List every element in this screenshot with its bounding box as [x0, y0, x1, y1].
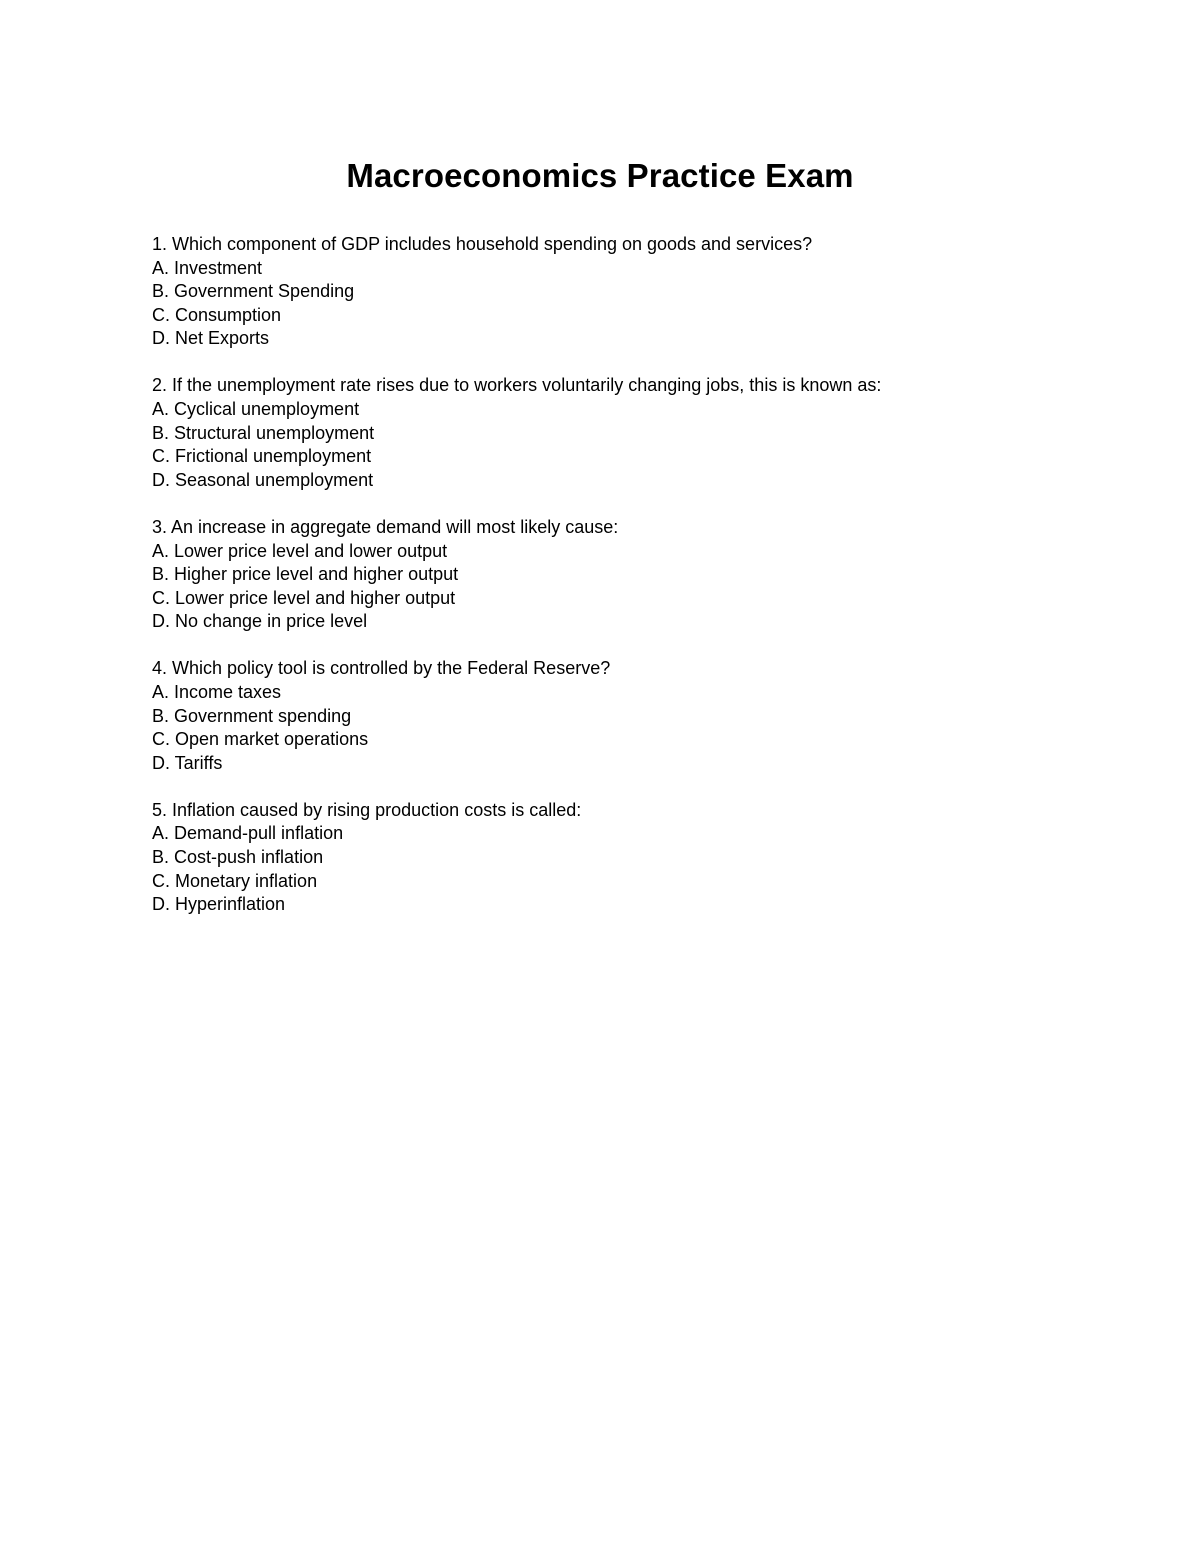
- question-1: [152, 233, 1152, 351]
- answer-option: C. Lower price level and higher output: [152, 587, 456, 608]
- question-list: [152, 233, 1152, 940]
- question-4: [152, 657, 1152, 775]
- answer-option: B. Structural unemployment: [152, 422, 375, 443]
- answer-option: B. Government Spending: [152, 281, 355, 302]
- page-title: Macroeconomics Practice Exam: [346, 157, 854, 194]
- answer-option: D. Seasonal unemployment: [152, 469, 374, 490]
- answer-option: D. Net Exports: [152, 328, 270, 349]
- question-text: 3. An increase in aggregate demand will most likely cause:: [152, 516, 619, 537]
- answer-option: B. Higher price level and higher output: [152, 564, 459, 585]
- answer-option: A. Demand-pull inflation: [152, 823, 344, 844]
- answer-option: A. Lower price level and lower output: [152, 540, 448, 561]
- answer-option: C. Consumption: [152, 304, 282, 325]
- answer-option: A. Investment: [152, 257, 263, 278]
- question-3: [152, 516, 1152, 634]
- question-text: 4. Which policy tool is controlled by the Federal Reserve?: [152, 658, 611, 679]
- answer-option: C. Open market operations: [152, 729, 369, 750]
- answer-option: D. Hyperinflation: [152, 894, 286, 915]
- answer-option: D. No change in price level: [152, 611, 368, 632]
- question-text: 2. If the unemployment rate rises due to workers voluntarily changing jobs, this is known as:: [152, 375, 882, 396]
- question-2: [152, 374, 1152, 492]
- answer-option: C. Frictional unemployment: [152, 446, 372, 467]
- answer-option: A. Cyclical unemployment: [152, 399, 360, 420]
- answer-option: C. Monetary inflation: [152, 870, 318, 891]
- answer-option: B. Cost-push inflation: [152, 847, 324, 868]
- question-5: [152, 799, 1152, 917]
- answer-option: A. Income taxes: [152, 682, 282, 702]
- question-text: 1. Which component of GDP includes household spending on goods and services?: [152, 234, 813, 254]
- question-text: 5. Inflation caused by rising production costs is called:: [152, 799, 582, 820]
- answer-option: B. Government spending: [152, 705, 352, 726]
- answer-option: D. Tariffs: [152, 752, 223, 773]
